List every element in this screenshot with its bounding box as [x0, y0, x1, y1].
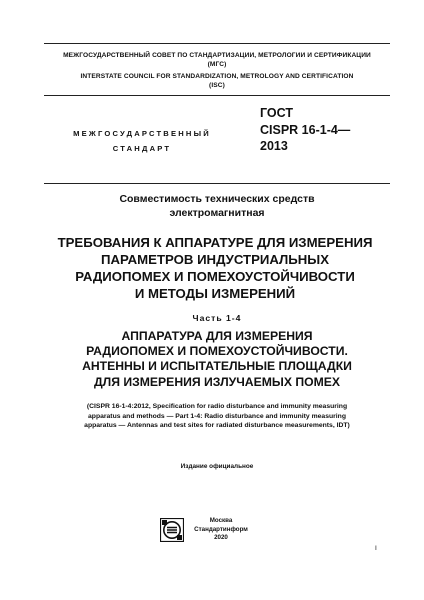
designation-line1: ГОСТ: [260, 106, 293, 120]
publisher-imprint: [192, 517, 250, 543]
english-ref-line3: apparatus — Antennas and test sites for radiated disturbance measurements, IDT): [84, 422, 350, 429]
publisher-year: 2020: [214, 534, 228, 541]
part-title-line2: РАДИОПОМЕХ И ПОМЕХОУСТОЙЧИВОСТИ.: [86, 344, 348, 359]
page-number: I: [375, 545, 377, 552]
part-title-line4: ДЛЯ ИЗМЕРЕНИЯ ИЗЛУЧАЕМЫХ ПОМЕХ: [94, 374, 340, 389]
council-abbr-ru: (МГС): [207, 61, 227, 68]
part-title: [40, 329, 394, 390]
main-title-line4: И МЕТОДЫ ИЗМЕРЕНИЙ: [134, 286, 296, 301]
council-header-en: [44, 72, 390, 90]
edition-label: Издание официальное: [180, 463, 254, 470]
part-number: Часть 1-4: [192, 313, 242, 323]
main-title-line2: ПАРАМЕТРОВ ИНДУСТРИАЛЬНЫХ: [101, 252, 329, 267]
designation-bottom-rule: [44, 183, 390, 184]
part-title-line1: АППАРАТУРА ДЛЯ ИЗМЕРЕНИЯ: [121, 329, 313, 343]
english-ref-line2: apparatus and methods — Part 1-4: Radio disturbance and immunity measuring: [88, 412, 346, 420]
standard-type-line2: СТАНДАРТ: [112, 144, 172, 153]
header-bottom-rule: [44, 95, 390, 96]
standard-designation: [260, 105, 350, 155]
publisher-city: Москва: [209, 517, 233, 524]
top-rule: [44, 43, 390, 44]
part-title-line3: АНТЕННЫ И ИСПЫТАТЕЛЬНЫЕ ПЛОЩАДКИ: [82, 359, 352, 374]
standard-type: [72, 126, 212, 156]
designation-line3: 2013: [260, 139, 288, 153]
council-header-ru: [44, 51, 390, 69]
standard-type-line1: МЕЖГОСУДАРСТВЕННЫЙ: [73, 129, 211, 138]
standartinform-logo-icon: [160, 518, 184, 542]
council-abbr-en: (ISC): [209, 82, 225, 89]
main-title-line3: РАДИОПОМЕХ И ПОМЕХОУСТОЙЧИВОСТИ: [75, 269, 355, 284]
council-name-en: INTERSTATE COUNCIL FOR STANDARDIZATION, METROLOGY AND CERTIFICATION: [80, 73, 354, 80]
publisher-name: Стандартинформ: [194, 525, 248, 533]
council-name-ru: МЕЖГОСУДАРСТВЕННЫЙ СОВЕТ ПО СТАНДАРТИЗАЦИИ, МЕТРОЛОГИИ И СЕРТИФИКАЦИИ: [63, 52, 371, 59]
designation-line2: CISPR 16-1-4—: [260, 122, 351, 137]
english-reference: [36, 402, 398, 431]
main-title-line1: ТРЕБОВАНИЯ К АППАРАТУРЕ ДЛЯ ИЗМЕРЕНИЯ: [57, 235, 373, 250]
english-ref-line1: (CISPR 16-1-4:2012, Specification for radio disturbance and immunity measuring: [86, 403, 348, 410]
subtitle-line1: Совместимость технических средств: [119, 193, 315, 205]
main-title: [30, 234, 400, 302]
subtitle: [44, 192, 390, 220]
subtitle-line2: электромагнитная: [169, 207, 265, 219]
